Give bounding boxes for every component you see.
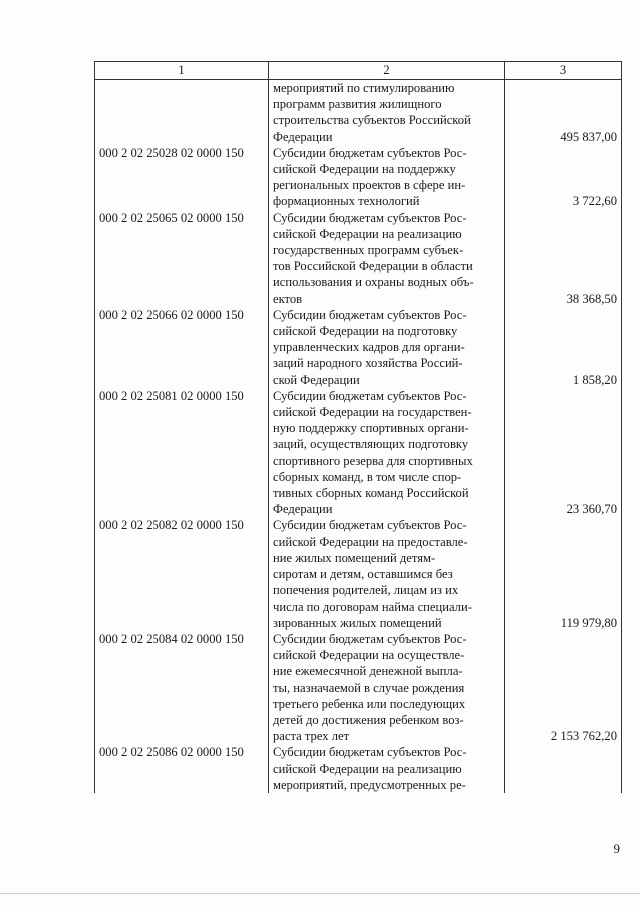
description-line: сборных команд, в том числе спор- [273, 469, 462, 484]
description-line: тивных сборных команд Российской [273, 486, 469, 501]
table-row [95, 145, 622, 210]
table-row [95, 307, 622, 388]
column-header-2: 2 [269, 62, 505, 80]
description-line: заций, осуществляющих подготовку [273, 437, 469, 452]
amount [505, 744, 622, 793]
description-line: сийской Федерации на поддержку [273, 162, 456, 177]
column-header-3: 3 [505, 62, 622, 80]
table-row [95, 80, 622, 145]
classification-code: 000 2 02 25084 02 0000 150 [95, 631, 269, 744]
revenue-description [269, 744, 505, 793]
amount: 38 368,50 [505, 210, 622, 307]
description-line: ние жилых помещений детям- [273, 550, 436, 565]
revenue-description [269, 517, 505, 630]
description-line: Субсидии бюджетам субъектов Рос- [273, 145, 467, 160]
revenue-description [269, 210, 505, 307]
amount: 495 837,00 [505, 80, 622, 145]
classification-code: 000 2 02 25028 02 0000 150 [95, 145, 269, 210]
amount: 119 979,80 [505, 517, 622, 630]
description-line: Субсидии бюджетам субъектов Рос- [273, 210, 467, 225]
description-line: управленческих кадров для органи- [273, 340, 465, 355]
description-line: мероприятий по стимулированию [273, 81, 455, 95]
classification-code: 000 2 02 25082 02 0000 150 [95, 517, 269, 630]
table-row [95, 388, 622, 518]
description-line: сийской Федерации на реализацию [273, 226, 462, 241]
bottom-scan-edge [0, 893, 640, 894]
description-line: Федерации [273, 502, 333, 517]
description-line: раста трех лет [273, 729, 350, 744]
revenue-description [269, 145, 505, 210]
description-line: ную поддержку спортивных органи- [273, 421, 469, 436]
description-line: Субсидии бюджетам субъектов Рос- [273, 307, 467, 322]
description-line: сиротам и детям, оставшимся без [273, 567, 453, 582]
revenue-description [269, 631, 505, 744]
page-number: 9 [613, 841, 620, 856]
description-line: региональных проектов в сфере ин- [273, 178, 466, 193]
description-line: Субсидии бюджетам субъектов Рос- [273, 388, 467, 403]
revenue-table [94, 61, 622, 793]
description-line: тов Российской Федерации в области [273, 259, 473, 274]
amount: 2 153 762,20 [505, 631, 622, 744]
description-line: сийской Федерации на реализацию [273, 761, 462, 776]
description-line: использования и охраны водных объ- [273, 275, 474, 290]
description-line: государственных программ субъек- [273, 243, 464, 258]
amount: 1 858,20 [505, 307, 622, 388]
column-header-1: 1 [95, 62, 269, 80]
description-line: спортивного резерва для спортивных [273, 453, 473, 468]
classification-code: 000 2 02 25065 02 0000 150 [95, 210, 269, 307]
description-line: сийской Федерации на государствен- [273, 405, 472, 420]
amount: 23 360,70 [505, 388, 622, 518]
revenue-description [269, 307, 505, 388]
description-line: Субсидии бюджетам субъектов Рос- [273, 745, 467, 760]
description-line: мероприятий, предусмотренных ре- [273, 777, 466, 792]
description-line: числа по договорам найма специали- [273, 599, 472, 614]
description-line: ты, назначаемой в случае рождения [273, 680, 465, 695]
description-line: ской Федерации [273, 372, 360, 387]
description-line: ние ежемесячной денежной выпла- [273, 664, 463, 679]
table-row [95, 517, 622, 630]
table-row [95, 631, 622, 744]
description-line: зированных жилых помещений [273, 615, 442, 630]
table-row [95, 210, 622, 307]
description-line: детей до достижения ребенком воз- [273, 712, 464, 727]
revenue-description [269, 388, 505, 518]
classification-code: 000 2 02 25086 02 0000 150 [95, 744, 269, 793]
description-line: формационных технологий [273, 194, 420, 209]
description-line: попечения родителей, лицам из их [273, 583, 459, 598]
description-line: строительства субъектов Российской [273, 113, 471, 128]
classification-code [95, 80, 269, 145]
amount: 3 722,60 [505, 145, 622, 210]
table-row [95, 744, 622, 793]
description-line: заций народного хозяйства Россий- [273, 356, 463, 371]
description-line: Субсидии бюджетам субъектов Рос- [273, 518, 467, 533]
description-line: программ развития жилищного [273, 97, 442, 112]
classification-code: 000 2 02 25081 02 0000 150 [95, 388, 269, 518]
revenue-description [269, 80, 505, 145]
description-line: сийской Федерации на предоставле- [273, 534, 468, 549]
header-row [95, 62, 622, 80]
description-line: Федерации [273, 129, 333, 144]
description-line: ектов [273, 291, 303, 306]
description-line: сийской Федерации на подготовку [273, 324, 458, 339]
classification-code: 000 2 02 25066 02 0000 150 [95, 307, 269, 388]
description-line: Субсидии бюджетам субъектов Рос- [273, 631, 467, 646]
description-line: сийской Федерации на осуществле- [273, 648, 465, 663]
description-line: третьего ребенка или последующих [273, 696, 466, 711]
